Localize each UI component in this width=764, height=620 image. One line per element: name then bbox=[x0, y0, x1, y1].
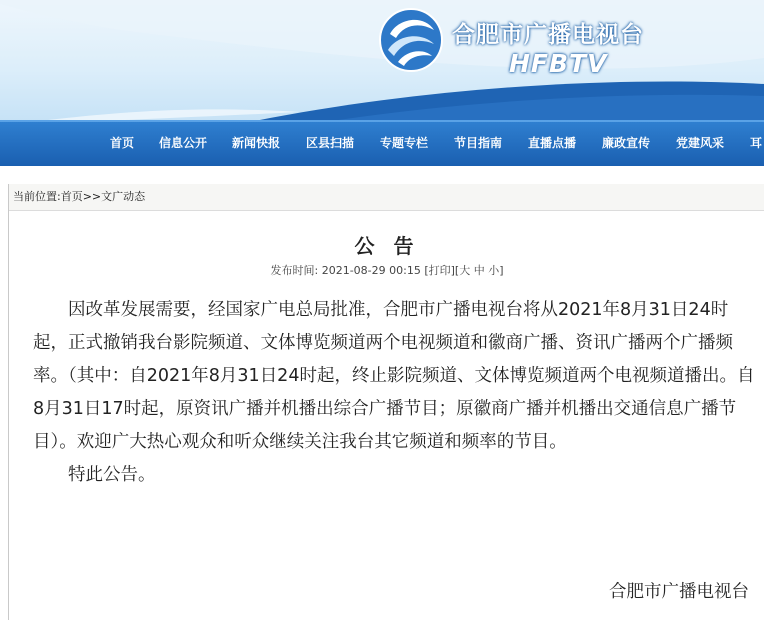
nav-item-news[interactable]: 新闻快报 bbox=[232, 136, 281, 150]
breadcrumb-label: 当前位置: bbox=[13, 190, 61, 203]
font-size-medium-link[interactable]: 中 bbox=[473, 264, 485, 277]
article-body bbox=[33, 294, 763, 492]
nav-item-home[interactable]: 首页 bbox=[110, 136, 135, 150]
article-paragraph: 因改革发展需要，经国家广电总局批准，合肥市广播电视台将从2021年8月31日24时起，正式撤销我台影院频道、文体博览频道两个电视频道和徽商广播、资讯广播两个广播频率。（其中：自2021年8月31日24时起，终止影院频道、文体博览频道两个电视频道播出。自8月31日17时起，原资讯广播并机播出综合广播节目；原徽商广播并机播出交通信息广播节目）。欢迎广大热心观众和听众继续关注我台其它频道和频率的节目。 bbox=[33, 300, 755, 452]
content-panel bbox=[8, 184, 764, 620]
print-link[interactable]: [打印] bbox=[424, 264, 455, 277]
nav-item-party-building[interactable]: 党建风采 bbox=[676, 136, 725, 150]
publish-time-label: 发布时间: bbox=[270, 264, 319, 277]
nav-item-live[interactable]: 直播点播 bbox=[528, 136, 577, 150]
font-size-bracket-open: [ bbox=[454, 264, 460, 277]
font-size-small-link[interactable]: 小 bbox=[488, 264, 500, 277]
nav-item-integrity[interactable]: 廉政宣传 bbox=[602, 136, 651, 150]
nav-item-info-disclosure[interactable]: 信息公开 bbox=[159, 136, 208, 150]
nav-item-districts[interactable]: 区县扫描 bbox=[306, 136, 355, 150]
article-paragraph: 特此公告。 bbox=[68, 465, 156, 485]
page-title: 公 告 bbox=[354, 234, 420, 258]
station-name-logo: 合肥市广播电视台 bbox=[452, 22, 644, 48]
breadcrumb-home-link[interactable]: 首页 bbox=[60, 190, 83, 203]
breadcrumb bbox=[9, 184, 764, 211]
station-logo-icon bbox=[376, 4, 446, 80]
font-size-bracket-close: ] bbox=[499, 264, 504, 277]
font-size-large-link[interactable]: 大 bbox=[459, 264, 471, 277]
breadcrumb-separator: >> bbox=[82, 190, 102, 203]
nav-item-topics[interactable]: 专题专栏 bbox=[380, 136, 429, 150]
station-abbr-logo: HFBTV bbox=[509, 49, 608, 78]
breadcrumb-section-link[interactable]: 文广动态 bbox=[101, 190, 146, 203]
nav-item-cut-off[interactable]: 耳 bbox=[750, 136, 763, 150]
site-header bbox=[0, 0, 764, 126]
article-signature: 合肥市广播电视台 bbox=[609, 582, 749, 602]
article-meta bbox=[9, 262, 764, 278]
publish-time: 2021-08-29 00:15 bbox=[321, 264, 421, 277]
nav-item-program-guide[interactable]: 节目指南 bbox=[454, 136, 503, 150]
main-nav bbox=[0, 120, 764, 166]
